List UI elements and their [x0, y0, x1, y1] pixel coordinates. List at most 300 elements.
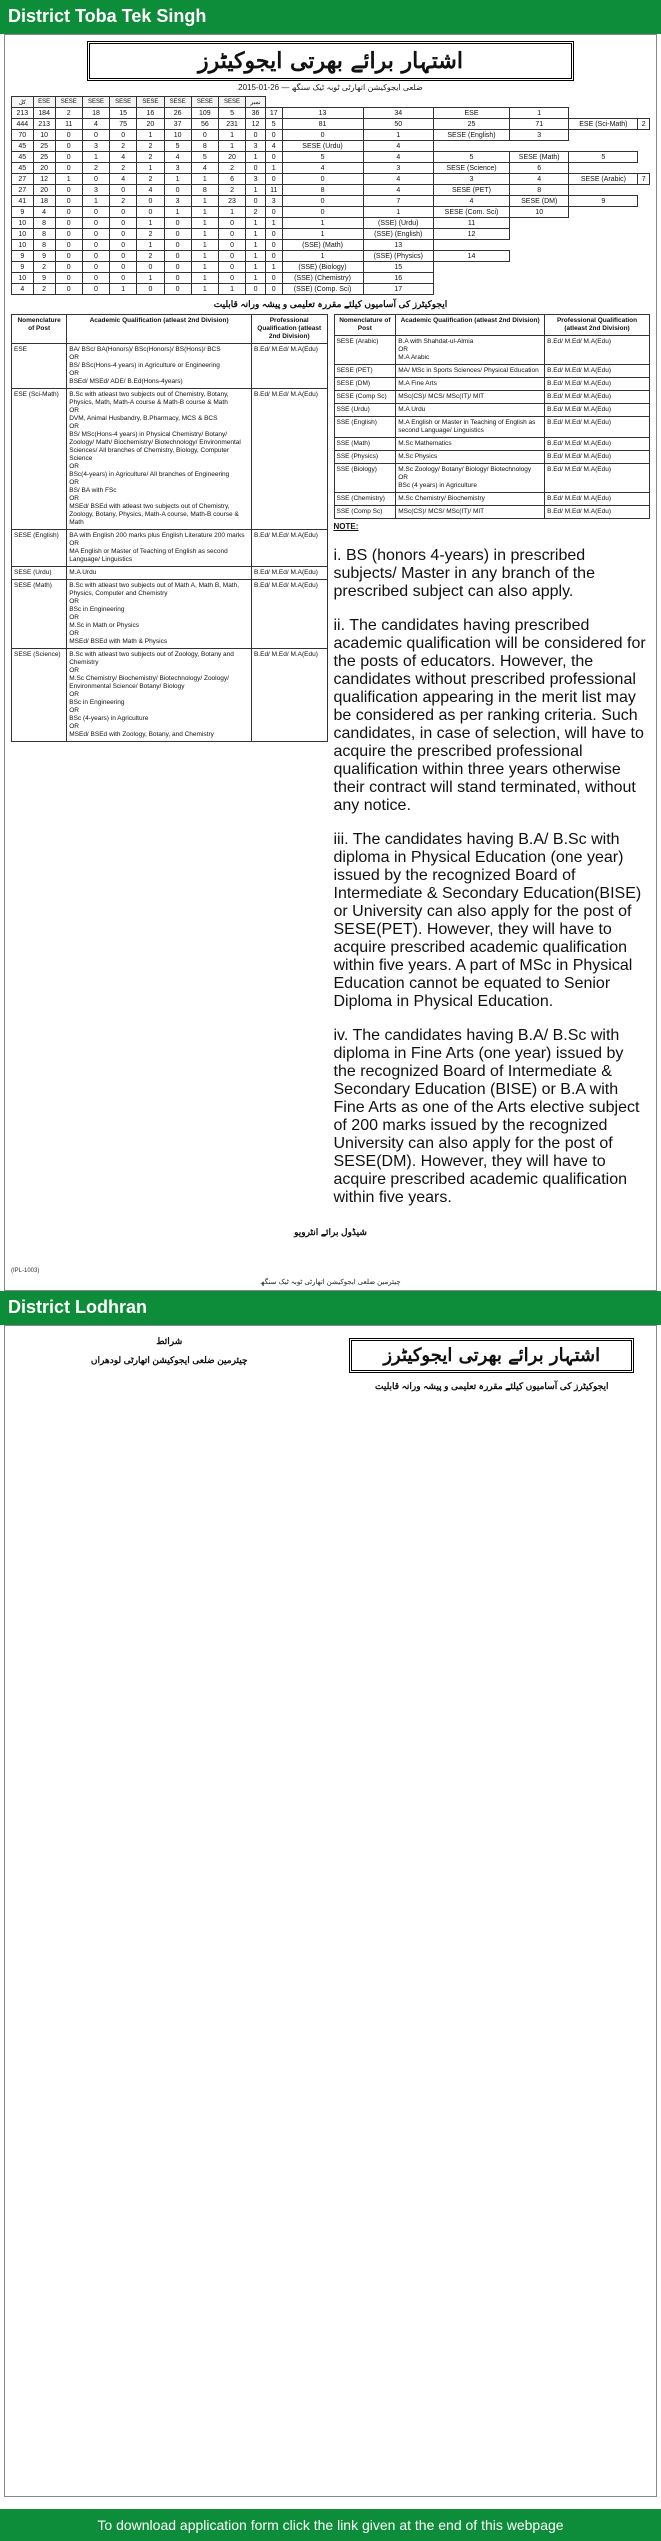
table-cell: 45 [12, 163, 34, 174]
table-cell: 0 [55, 229, 82, 240]
post-name: ESE (Sci-Math) [12, 389, 67, 530]
table-cell: 0 [110, 273, 137, 284]
table-cell: 0 [246, 196, 266, 207]
table-cell: 3 [164, 163, 191, 174]
table-cell: 0 [82, 240, 109, 251]
academic-qualification: B.Sc with atleast two subjects out of Math A, Math B, Math, Physics, Computer and Chemistry OR BSc in Engineering OR M.Sc in Math or Physics OR MSEd/ BSEd with Math & Physics [67, 580, 252, 649]
table-cell: SESE (Math) [510, 152, 569, 163]
table-cell: 4 [12, 284, 34, 295]
post-name: SSE (Physics) [334, 451, 396, 464]
table-cell: 2 [137, 141, 164, 152]
table-cell: 10 [33, 130, 55, 141]
table-cell: 1 [246, 229, 266, 240]
table-cell: 0 [55, 141, 82, 152]
table-cell: 0 [265, 152, 282, 163]
table-row [12, 229, 650, 240]
table-cell: 2 [246, 207, 266, 218]
note-item: iv. The candidates having B.A/ B.Sc with diploma in Fine Arts (one year) issued by the recognized Board of Intermediate & Secondary Education (BISE) or B.A with Fine Arts as one of the Arts elective subject of 200 marks issued by the recognized University can also apply for the post of SESE(DM). However, they will have to acquire prescribed academic qualification within five years. [333, 1027, 640, 1206]
table-cell: 0 [110, 130, 137, 141]
qual-header-cell: Professional Qualification (atleast 2nd Division) [545, 315, 650, 336]
table-cell: 4 [110, 174, 137, 185]
table-cell: 5 [164, 141, 191, 152]
table-cell: 3 [82, 141, 109, 152]
table-cell: SESE (DM) [510, 196, 569, 207]
table-cell: 1 [246, 218, 266, 229]
table-cell: 0 [218, 240, 245, 251]
table-cell: 0 [282, 174, 363, 185]
table-cell: 10 [12, 273, 34, 284]
table-cell: 1 [191, 284, 218, 295]
table-cell: 0 [137, 196, 164, 207]
table-cell: 16 [137, 108, 164, 119]
qual-row [334, 404, 650, 417]
table-cell: 0 [82, 130, 109, 141]
qual-header-cell: Nomenclature of Post [334, 315, 396, 336]
banner-lodhran: District Lodhran [0, 1291, 661, 1325]
download-cta[interactable]: To download application form click the link given at the end of this webpage [0, 2509, 661, 2541]
table-cell: 1 [218, 207, 245, 218]
academic-qualification: M.Sc Zoology/ Botany/ Biology/ Biotechnology OR BSc (4 years) in Agriculture [396, 464, 545, 493]
table-header-cell: SESE [164, 97, 191, 108]
table-cell: SESE (Urdu) [282, 141, 363, 152]
table-cell: 26 [164, 108, 191, 119]
table-cell: 0 [137, 207, 164, 218]
table-cell: 0 [282, 130, 363, 141]
table-cell: 1 [218, 141, 245, 152]
post-name: SSE (Biology) [334, 464, 396, 493]
table-cell: 3 [510, 130, 569, 141]
table-cell: 2 [55, 108, 82, 119]
table-cell: 20 [137, 119, 164, 130]
table-header-cell: ESE [33, 97, 55, 108]
table-cell: 0 [110, 207, 137, 218]
table-cell: 27 [12, 174, 34, 185]
table-cell: 0 [218, 262, 245, 273]
table-cell: 0 [265, 284, 282, 295]
table-cell: 6 [218, 174, 245, 185]
qual-header-cell: Professional Qualification (atleast 2nd Division) [251, 315, 327, 344]
academic-qualification: MA/ MSc in Sports Sciences/ Physical Education [396, 365, 545, 378]
table-cell: 1 [191, 218, 218, 229]
table-cell: 6 [510, 163, 569, 174]
banner-toba: District Toba Tek Singh [0, 0, 661, 34]
professional-qualification: B.Ed/ M.Ed/ M.A(Edu) [545, 506, 650, 519]
professional-qualification: B.Ed/ M.Ed/ M.A(Edu) [545, 378, 650, 391]
schedule-title: شیڈول برائے انٹرویو [294, 1227, 367, 1237]
qual-row [334, 378, 650, 391]
table-cell: 25 [434, 119, 510, 130]
table-cell: 13 [282, 108, 363, 119]
table-cell: 0 [110, 262, 137, 273]
table-cell: 1 [363, 130, 433, 141]
table-cell: 70 [12, 130, 34, 141]
table-cell: 1 [137, 273, 164, 284]
table-cell: (SSE) (Urdu) [363, 218, 433, 229]
table-cell: 5 [282, 152, 363, 163]
table-cell: 81 [282, 119, 363, 130]
table-cell: 2 [82, 163, 109, 174]
table-cell: 1 [137, 130, 164, 141]
table-cell: 0 [55, 284, 82, 295]
table-cell: 4 [110, 152, 137, 163]
table-cell: 56 [191, 119, 218, 130]
table-cell: 15 [363, 262, 433, 273]
qual-header-row [12, 315, 328, 344]
table-cell: 36 [246, 108, 266, 119]
table-cell: 1 [82, 196, 109, 207]
table-cell: 2 [638, 119, 650, 130]
post-name: SESE (English) [12, 530, 67, 567]
table-cell: 1 [191, 207, 218, 218]
table-cell: 231 [218, 119, 245, 130]
table-cell: 4 [164, 152, 191, 163]
academic-qualification: M.A Urdu [396, 404, 545, 417]
table-row [12, 207, 650, 218]
table-cell: SESE (English) [434, 130, 510, 141]
professional-qualification: B.Ed/ M.Ed/ M.A(Edu) [545, 391, 650, 404]
ipl-stamp: (IPL-1003) [11, 1268, 40, 1274]
table-cell: 0 [164, 218, 191, 229]
academic-qualification: B.Sc with atleast two subjects out of Zoology, Botany and Chemistry OR M.Sc Chemistry/ Biochemistry/ Biotechnology/ Zoology/ Environmental Science/ Botany/ Biology OR BSc in Engineering OR BSc (4-years) in Agriculture OR MSEd/ BSEd with Zoology, Botany, and Chemistry [67, 649, 252, 742]
professional-qualification: B.Ed/ M.Ed/ M.A(Edu) [251, 344, 327, 389]
table-header-cell: SESE [82, 97, 109, 108]
academic-qualification: MSc(CS)/ MCS/ MSc(IT)/ MIT [396, 391, 545, 404]
table-cell: 0 [218, 273, 245, 284]
table-cell: 1 [82, 152, 109, 163]
academic-qualification: BA/ BSc/ BA(Honors)/ BSc(Honors)/ BS(Hons)/ BCS OR BS/ BSc(Hons-4 years) in Agriculture or Engineering OR BSEd/ MSEd/ ADE/ B.Ed(Hons-4years) [67, 344, 252, 389]
table-cell: 25 [33, 152, 55, 163]
qual-row [12, 567, 328, 580]
qual-row [334, 391, 650, 404]
table-cell: 1 [265, 218, 282, 229]
table-cell: SESE (Com. Sci) [434, 207, 510, 218]
table-cell: 0 [218, 218, 245, 229]
note-item: i. BS (honors 4-years) in prescribed subjects/ Master in any branch of the prescribed subject can also apply. [333, 547, 595, 600]
qual-row [334, 493, 650, 506]
table-cell: 213 [12, 108, 34, 119]
table-cell: 1 [164, 207, 191, 218]
table-header-cell: SESE [55, 97, 82, 108]
professional-qualification: B.Ed/ M.Ed/ M.A(Edu) [545, 404, 650, 417]
table-cell: 12 [434, 229, 510, 240]
table-cell: 1 [191, 196, 218, 207]
table-cell: 0 [55, 163, 82, 174]
table-row [12, 284, 650, 295]
table-cell: 4 [282, 163, 363, 174]
table-cell: 0 [82, 284, 109, 295]
qual-row [12, 649, 328, 742]
table-cell: 1 [265, 163, 282, 174]
table-cell: 1 [510, 108, 569, 119]
academic-qualification: M.Sc Physics [396, 451, 545, 464]
professional-qualification: B.Ed/ M.Ed/ M.A(Edu) [251, 649, 327, 742]
table-cell: 1 [218, 284, 245, 295]
table-cell: 7 [363, 196, 433, 207]
table-cell: 14 [434, 251, 510, 262]
note-item: iii. The candidates having B.A/ B.Sc with diploma in Physical Education (one year) issued by the recognized Board of Intermediate & Secondary Education(BISE) or University can also apply for the post of SESE(PET). However, they will have to acquire prescribed academic qualification within five years. A part of MSc in Physical Education cannot be equated to Senior Diploma in Physical Education. [333, 831, 642, 1010]
table-cell: 0 [82, 207, 109, 218]
table-cell: 3 [164, 196, 191, 207]
table-cell: 184 [33, 108, 55, 119]
notes-list [334, 547, 651, 1207]
academic-qualification: B.Sc with atleast two subjects out of Chemistry, Botany, Physics, Math, Math-A course & Math-B course & Math OR DVM, Animal Husbandry, B.Pharmacy, MCS & BCS OR BS/ MSc(Hons-4 years) in Physical Chemistry/ Botany/ Zoology/ Math/ Biochemistry/ Biotechnology/ Environmental Sciences/ All branches of Chemistry, Biology, Computer Science OR BSc(4-years) in Agriculture/ All branches of Engineering OR BS/ BA with FSc OR MSEd/ BSEd with atleast two subjects out of Chemistry, Zoology, Botany, Physics, Math-A course, Math-B course & Math [67, 389, 252, 530]
table-cell: 1 [246, 185, 266, 196]
table-header-cell: SESE [137, 97, 164, 108]
table-cell: 0 [137, 262, 164, 273]
table-cell: 18 [82, 108, 109, 119]
table-cell: 1 [137, 218, 164, 229]
table-row [12, 141, 650, 152]
table-cell: 75 [110, 119, 137, 130]
table-cell: SESE (Science) [434, 163, 510, 174]
table-cell: 3 [265, 196, 282, 207]
table-cell: (SSE) (Comp. Sci) [282, 284, 363, 295]
table-cell: 0 [164, 273, 191, 284]
table-cell: 9 [12, 262, 34, 273]
table-cell: 2 [218, 163, 245, 174]
professional-qualification: B.Ed/ M.Ed/ M.A(Edu) [545, 336, 650, 365]
table-cell: 0 [137, 284, 164, 295]
post-name: SESE (Comp Sc) [334, 391, 396, 404]
lodhran-title: اشتہار برائے بھرتی ایجوکیٹرز [349, 1338, 634, 1373]
table-cell: 17 [265, 108, 282, 119]
table-cell: 1 [246, 240, 266, 251]
table-row [12, 185, 650, 196]
table-cell: 25 [33, 141, 55, 152]
table-row [12, 163, 650, 174]
vacancy-count-table [11, 96, 650, 295]
academic-qualification: M.Sc Mathematics [396, 438, 545, 451]
post-name: ESE [12, 344, 67, 389]
table-header-cell: SESE [191, 97, 218, 108]
table-cell: 4 [363, 185, 433, 196]
table-cell: 0 [110, 240, 137, 251]
table-cell: 4 [82, 119, 109, 130]
table-cell: 20 [33, 185, 55, 196]
table-cell: 0 [164, 262, 191, 273]
table-cell: 0 [55, 152, 82, 163]
table-cell: 0 [55, 218, 82, 229]
table-cell: 0 [82, 251, 109, 262]
qual-header-cell: Academic Qualification (atleast 2nd Division) [396, 315, 545, 336]
table-cell: 2 [137, 152, 164, 163]
table-cell: 1 [246, 262, 266, 273]
table-cell: 45 [12, 141, 34, 152]
table-cell: 0 [55, 185, 82, 196]
table-cell: SESE (Arabic) [569, 174, 638, 185]
note-item: ii. The candidates having prescribed academic qualification will be considered for the posts of educators. However, the candidates without prescribed professional qualification appearing in the merit list may be considered as per ranking criteria. Such candidates, in case of selection, will have to acquire the prescribed professional qualification within three years otherwise their contract will stand terminated, without any notice. [333, 617, 646, 814]
table-cell: 0 [265, 229, 282, 240]
table-cell: (SSE) (Math) [282, 240, 363, 251]
table-cell: 0 [282, 207, 363, 218]
qual-row [334, 438, 650, 451]
table-cell: 0 [218, 229, 245, 240]
table-cell: 2 [110, 141, 137, 152]
table-cell: 17 [363, 284, 433, 295]
lodhran-left-column [11, 1332, 328, 1396]
table-cell: 0 [55, 251, 82, 262]
table-cell: 0 [55, 240, 82, 251]
table-cell: 9 [569, 196, 638, 207]
table-cell: 11 [265, 185, 282, 196]
academic-qualification: M.A English or Master in Teaching of English as second Language/ Linguistics [396, 417, 545, 438]
table-cell: 4 [363, 174, 433, 185]
advert-toba [4, 34, 657, 1291]
advert-subline: ضلعی ایجوکیشن اتھارٹی ٹوبہ ٹیک سنگھ — 26-01-2015 [238, 83, 423, 92]
table-cell: 0 [265, 251, 282, 262]
post-name: SSE (Math) [334, 438, 396, 451]
table-cell: 213 [33, 119, 55, 130]
academic-qualification: M.Sc Chemistry/ Biochemistry [396, 493, 545, 506]
table-cell: 9 [12, 207, 34, 218]
table-cell: 2 [110, 196, 137, 207]
table-cell: 1 [191, 240, 218, 251]
post-name: SESE (PET) [334, 365, 396, 378]
table-row [12, 196, 650, 207]
table-row [12, 174, 650, 185]
table-cell: 0 [164, 251, 191, 262]
table-cell: 1 [246, 152, 266, 163]
table-cell: ESE (Sci-Math) [569, 119, 638, 130]
table-cell: 8 [282, 185, 363, 196]
table-cell: 1 [191, 273, 218, 284]
table-cell: 0 [282, 196, 363, 207]
qual-header-row [334, 315, 650, 336]
table-cell: 5 [434, 152, 510, 163]
table-row [12, 152, 650, 163]
table-cell: 11 [55, 119, 82, 130]
table-cell: 1 [282, 229, 363, 240]
qual-header-cell: Academic Qualification (atleast 2nd Division) [67, 315, 252, 344]
table-cell: 10 [510, 207, 569, 218]
academic-qualification: M.A Fine Arts [396, 378, 545, 391]
table-cell: 1 [137, 240, 164, 251]
table-cell: 0 [110, 251, 137, 262]
table-cell: 0 [82, 218, 109, 229]
table-cell: 2 [110, 163, 137, 174]
table-cell: 1 [164, 174, 191, 185]
table-cell: 34 [363, 108, 433, 119]
table-cell: 1 [218, 130, 245, 141]
table-header-row [12, 97, 650, 108]
table-cell: 15 [110, 108, 137, 119]
post-name: SESE (Arabic) [334, 336, 396, 365]
table-cell: 20 [33, 163, 55, 174]
lodhran-right-column [334, 1332, 651, 1396]
post-name: SSE (Urdu) [334, 404, 396, 417]
qual-row [12, 389, 328, 530]
table-cell: 45 [12, 152, 34, 163]
table-cell: 5 [265, 119, 282, 130]
table-cell: 3 [363, 163, 433, 174]
advert-title: اشتہار برائے بھرتی ایجوکیٹرز [87, 41, 575, 81]
table-cell: 9 [33, 273, 55, 284]
table-cell: (SSE) (Chemistry) [282, 273, 363, 284]
table-cell: 3 [434, 174, 510, 185]
table-cell: 1 [191, 229, 218, 240]
academic-qualification: MSc(CS)/ MCS/ MSc(IT)/ MIT [396, 506, 545, 519]
table-cell: 0 [218, 251, 245, 262]
table-cell: 13 [363, 240, 433, 251]
table-cell: 5 [218, 108, 245, 119]
table-cell: 0 [55, 273, 82, 284]
table-row [12, 130, 650, 141]
academic-qualification: M.A Urdu [67, 567, 252, 580]
table-header-cell: SESE [110, 97, 137, 108]
table-cell: 10 [12, 229, 34, 240]
table-row [12, 240, 650, 251]
table-cell: 3 [246, 174, 266, 185]
table-cell: 0 [110, 185, 137, 196]
table-cell: 4 [137, 185, 164, 196]
table-cell: 3 [82, 185, 109, 196]
table-cell: 41 [12, 196, 34, 207]
table-cell: 0 [82, 262, 109, 273]
table-cell: 4 [265, 141, 282, 152]
table-cell: 4 [33, 207, 55, 218]
qualification-table-right [334, 314, 651, 519]
table-cell: 3 [246, 141, 266, 152]
table-cell: 4 [191, 163, 218, 174]
table-cell: 2 [137, 251, 164, 262]
table-cell: 8 [33, 218, 55, 229]
table-cell: 4 [363, 152, 433, 163]
table-cell: 4 [510, 174, 569, 185]
academic-qualification: B.A with Shahdat-ul-Almia OR M.A Arabic [396, 336, 545, 365]
table-cell: (SSE) (Biology) [282, 262, 363, 273]
table-cell: ESE [434, 108, 510, 119]
table-cell: 0 [246, 130, 266, 141]
qual-row [334, 451, 650, 464]
table-cell: 23 [218, 196, 245, 207]
table-cell: 5 [191, 152, 218, 163]
table-cell: 1 [265, 262, 282, 273]
table-cell: 0 [265, 273, 282, 284]
shart-title: شرائط [156, 1336, 183, 1346]
qual-row [334, 506, 650, 519]
table-cell: 1 [363, 207, 433, 218]
table-cell: 0 [164, 240, 191, 251]
professional-qualification: B.Ed/ M.Ed/ M.A(Edu) [545, 464, 650, 493]
table-cell: 1 [246, 251, 266, 262]
table-row [12, 119, 650, 130]
professional-qualification: B.Ed/ M.Ed/ M.A(Edu) [545, 417, 650, 438]
table-cell: 1 [191, 251, 218, 262]
advert-lodhran [4, 1325, 657, 2497]
table-cell: 11 [434, 218, 510, 229]
table-cell: 0 [82, 273, 109, 284]
post-name: SESE (DM) [334, 378, 396, 391]
table-cell: 0 [265, 240, 282, 251]
professional-qualification: B.Ed/ M.Ed/ M.A(Edu) [251, 530, 327, 567]
table-cell: 1 [191, 262, 218, 273]
table-row [12, 108, 650, 119]
table-cell: 0 [110, 229, 137, 240]
table-cell: 2 [33, 284, 55, 295]
table-cell: 0 [55, 130, 82, 141]
lodhran-left-footer: چیئرمین ضلعی ایجوکیشن اتھارٹی لودھراں [90, 1355, 248, 1365]
table-cell: 37 [164, 119, 191, 130]
academic-qualification: BA with English 200 marks plus English Literature 200 marks OR MA English or Master of Teaching of English as second Language/ Linguistics [67, 530, 252, 567]
table-cell: 12 [33, 174, 55, 185]
table-cell: 0 [191, 130, 218, 141]
table-cell: 0 [55, 207, 82, 218]
table-cell: 9 [33, 251, 55, 262]
table-cell: 0 [164, 229, 191, 240]
table-cell: 109 [191, 108, 218, 119]
table-cell: 2 [137, 229, 164, 240]
table-header-cell: کل [12, 97, 34, 108]
